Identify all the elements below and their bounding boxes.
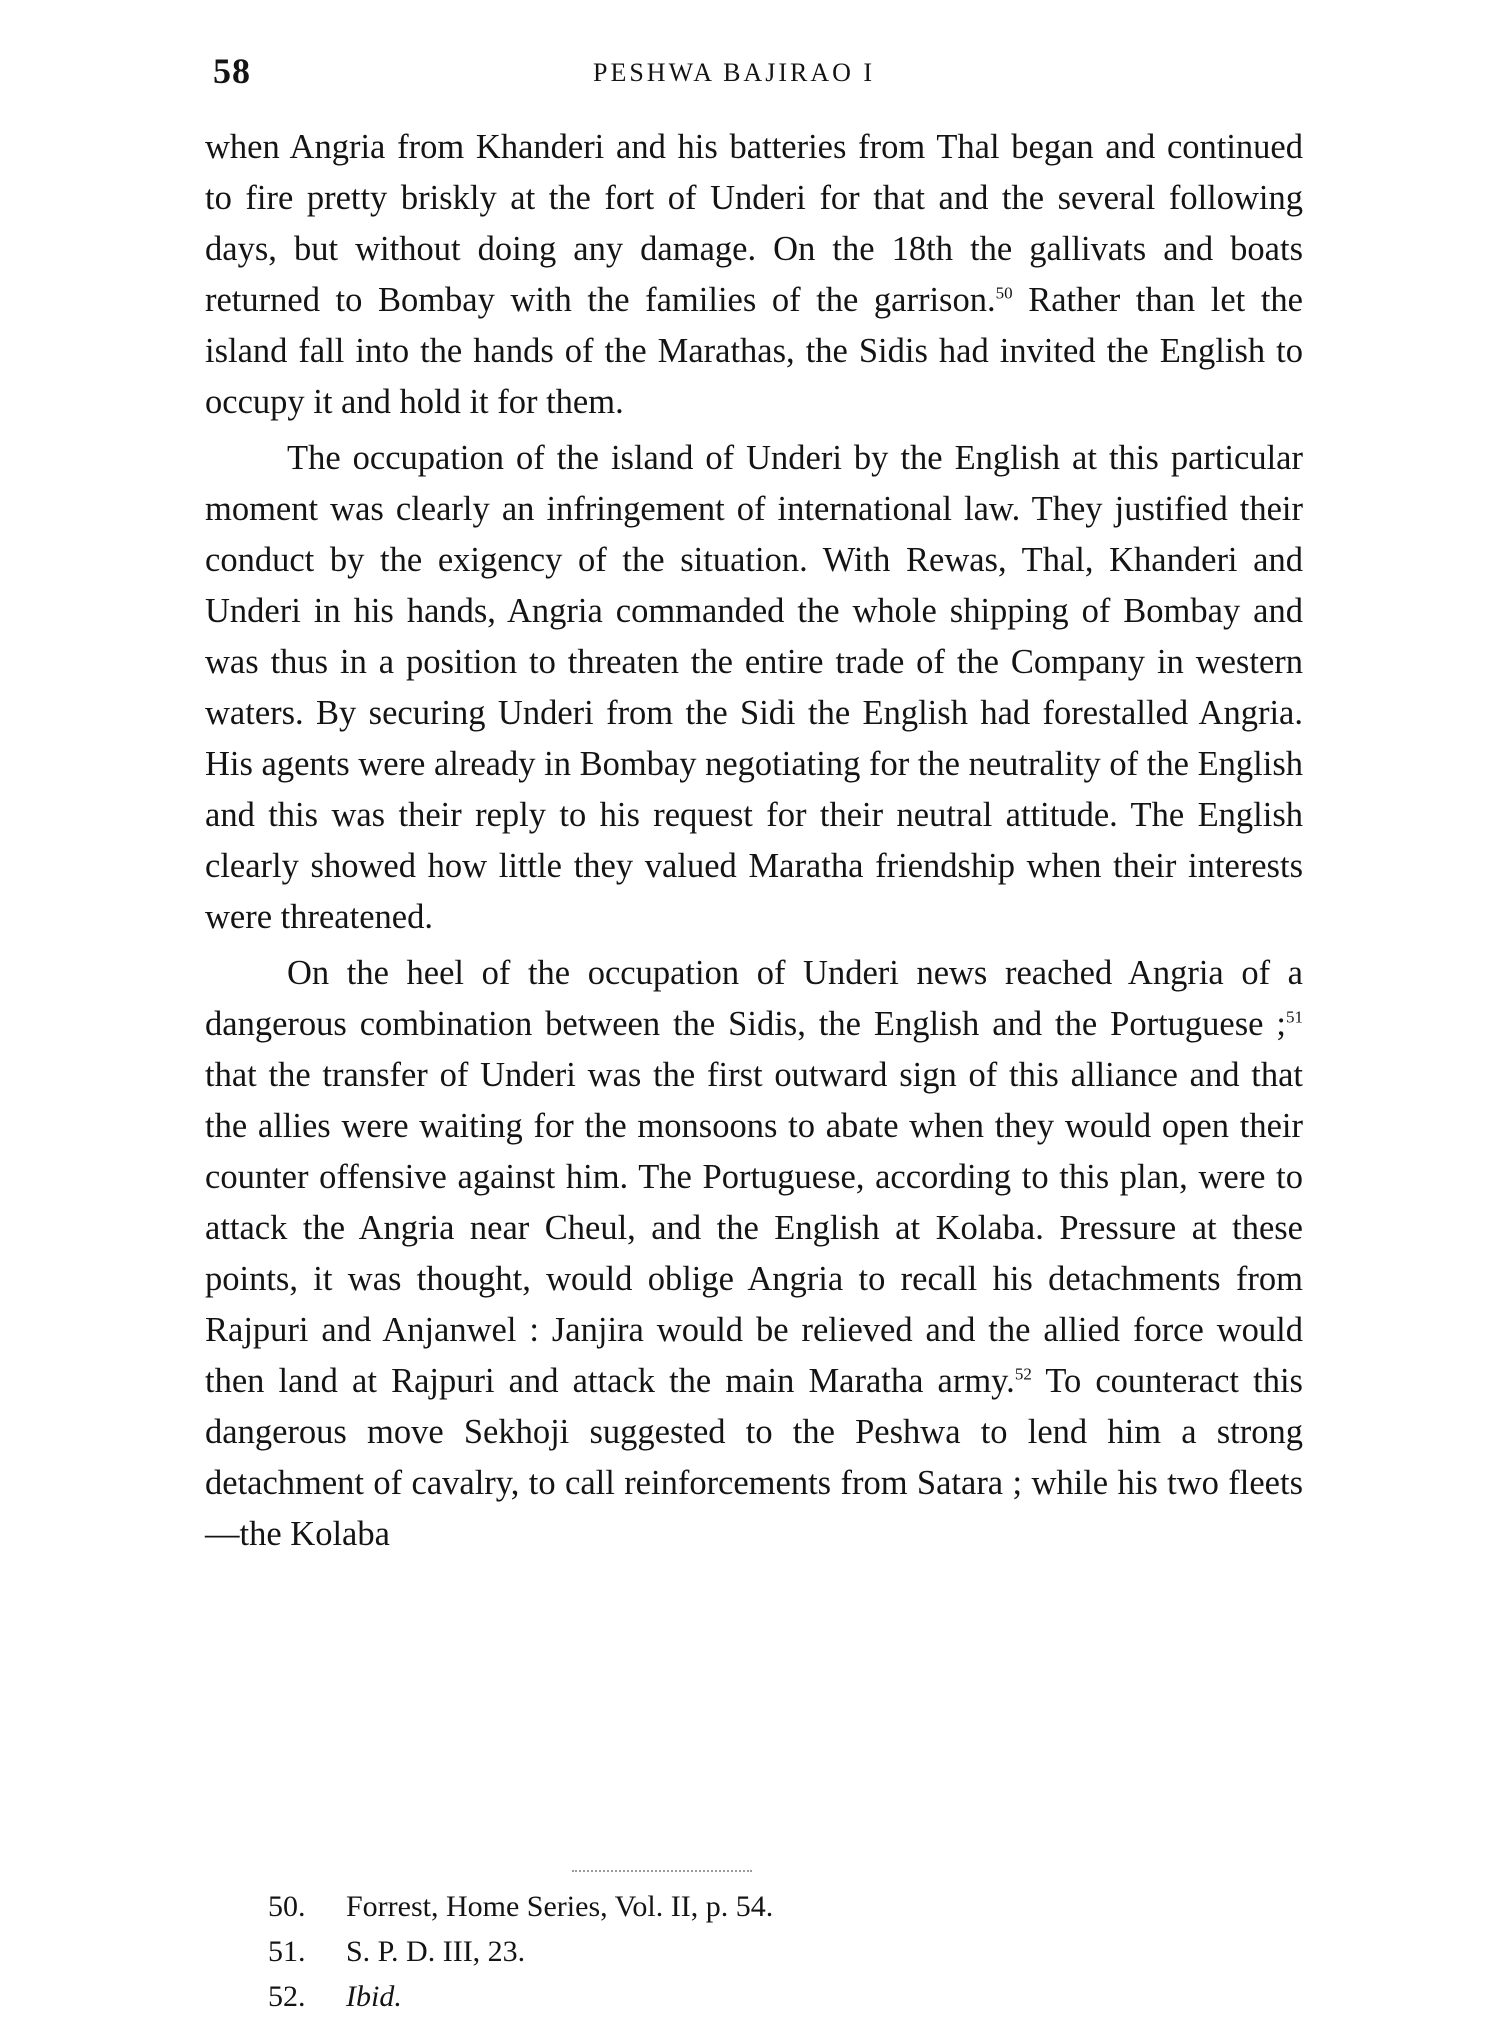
footnote-item (268, 1884, 1168, 1929)
paragraph-3-text: On the heel of the occupation of Underi news reached Angria of a dangerous combination between the Sidis, the English and the Portuguese ; (205, 954, 1303, 1043)
paragraph-3-text-after: To counteract this dangerous move Sekhoji suggested to the Peshwa to lend him a strong detachment of cavalry, to call reinforcements from Satara ; while his two fleets—the Kolaba (205, 1362, 1303, 1553)
footnote-ref-51: 51 (1286, 1007, 1303, 1027)
paragraph-3-text-mid: that the transfer of Underi was the first outward sign of this alliance and that the allies were waiting for the monsoons to abate when they would open their counter offensive against him. The Portuguese, according to this plan, were to attack the Angria near Cheul, and the English at Kolaba. Pressure at these points, it was thought, would oblige Angria to recall his detachments from Rajpuri and Anjanwel : Janjira would be relieved and the allied force would then land at Rajpuri and attack the main Maratha army. (205, 1056, 1303, 1400)
footnote-text: Ibid. (346, 1980, 402, 2013)
paragraph-1-text-after: Rather than let the island fall into the hands of the Marathas, the Sidis had invited the English to occupy it and hold it for them. (205, 281, 1303, 421)
footnote-item (268, 1974, 1168, 2019)
paragraph-2 (205, 433, 1303, 943)
page-header (213, 50, 1303, 100)
footnote-text: S. P. D. III, 23. (346, 1935, 526, 1968)
footnote-text: Forrest, Home Series, Vol. II, p. 54. (346, 1890, 774, 1923)
footnotes (268, 1884, 1168, 2019)
page-number: 58 (213, 51, 251, 91)
running-title: PESHWA BAJIRAO I (593, 58, 876, 87)
footnote-item (268, 1929, 1168, 1974)
footnote-number: 52. (268, 1980, 306, 2013)
footnote-ref-52: 52 (1014, 1364, 1032, 1384)
paragraph-3 (205, 948, 1303, 1560)
footnote-separator (572, 1870, 752, 1872)
paragraph-2-text: The occupation of the island of Underi by the English at this particular moment was clearly an infringement of international law. They justified their conduct by the exigency of the situation. With Rewas, Thal, Khanderi and Underi in his hands, Angria commanded the whole shipping of Bombay and was thus in a position to threaten the entire trade of the Company in western waters. By securing Underi from the Sidi the English had forestalled Angria. His agents were already in Bombay negotiating for the neutrality of the English and this was their reply to his request for their neutral attitude. The English clearly showed how little they valued Maratha friendship when their interests were threatened. (205, 439, 1303, 936)
footnote-number: 51. (268, 1935, 306, 1968)
body-text (205, 122, 1303, 1565)
footnote-ref-50: 50 (995, 283, 1013, 303)
paragraph-1 (205, 122, 1303, 428)
footnote-number: 50. (268, 1890, 306, 1923)
paragraph-1-text: when Angria from Khanderi and his batteries from Thal began and continued to fire pretty briskly at the fort of Underi for that and the several following days, but without doing any damage. On the 18th the gallivats and boats returned to Bombay with the families of the garrison. (205, 128, 1303, 319)
